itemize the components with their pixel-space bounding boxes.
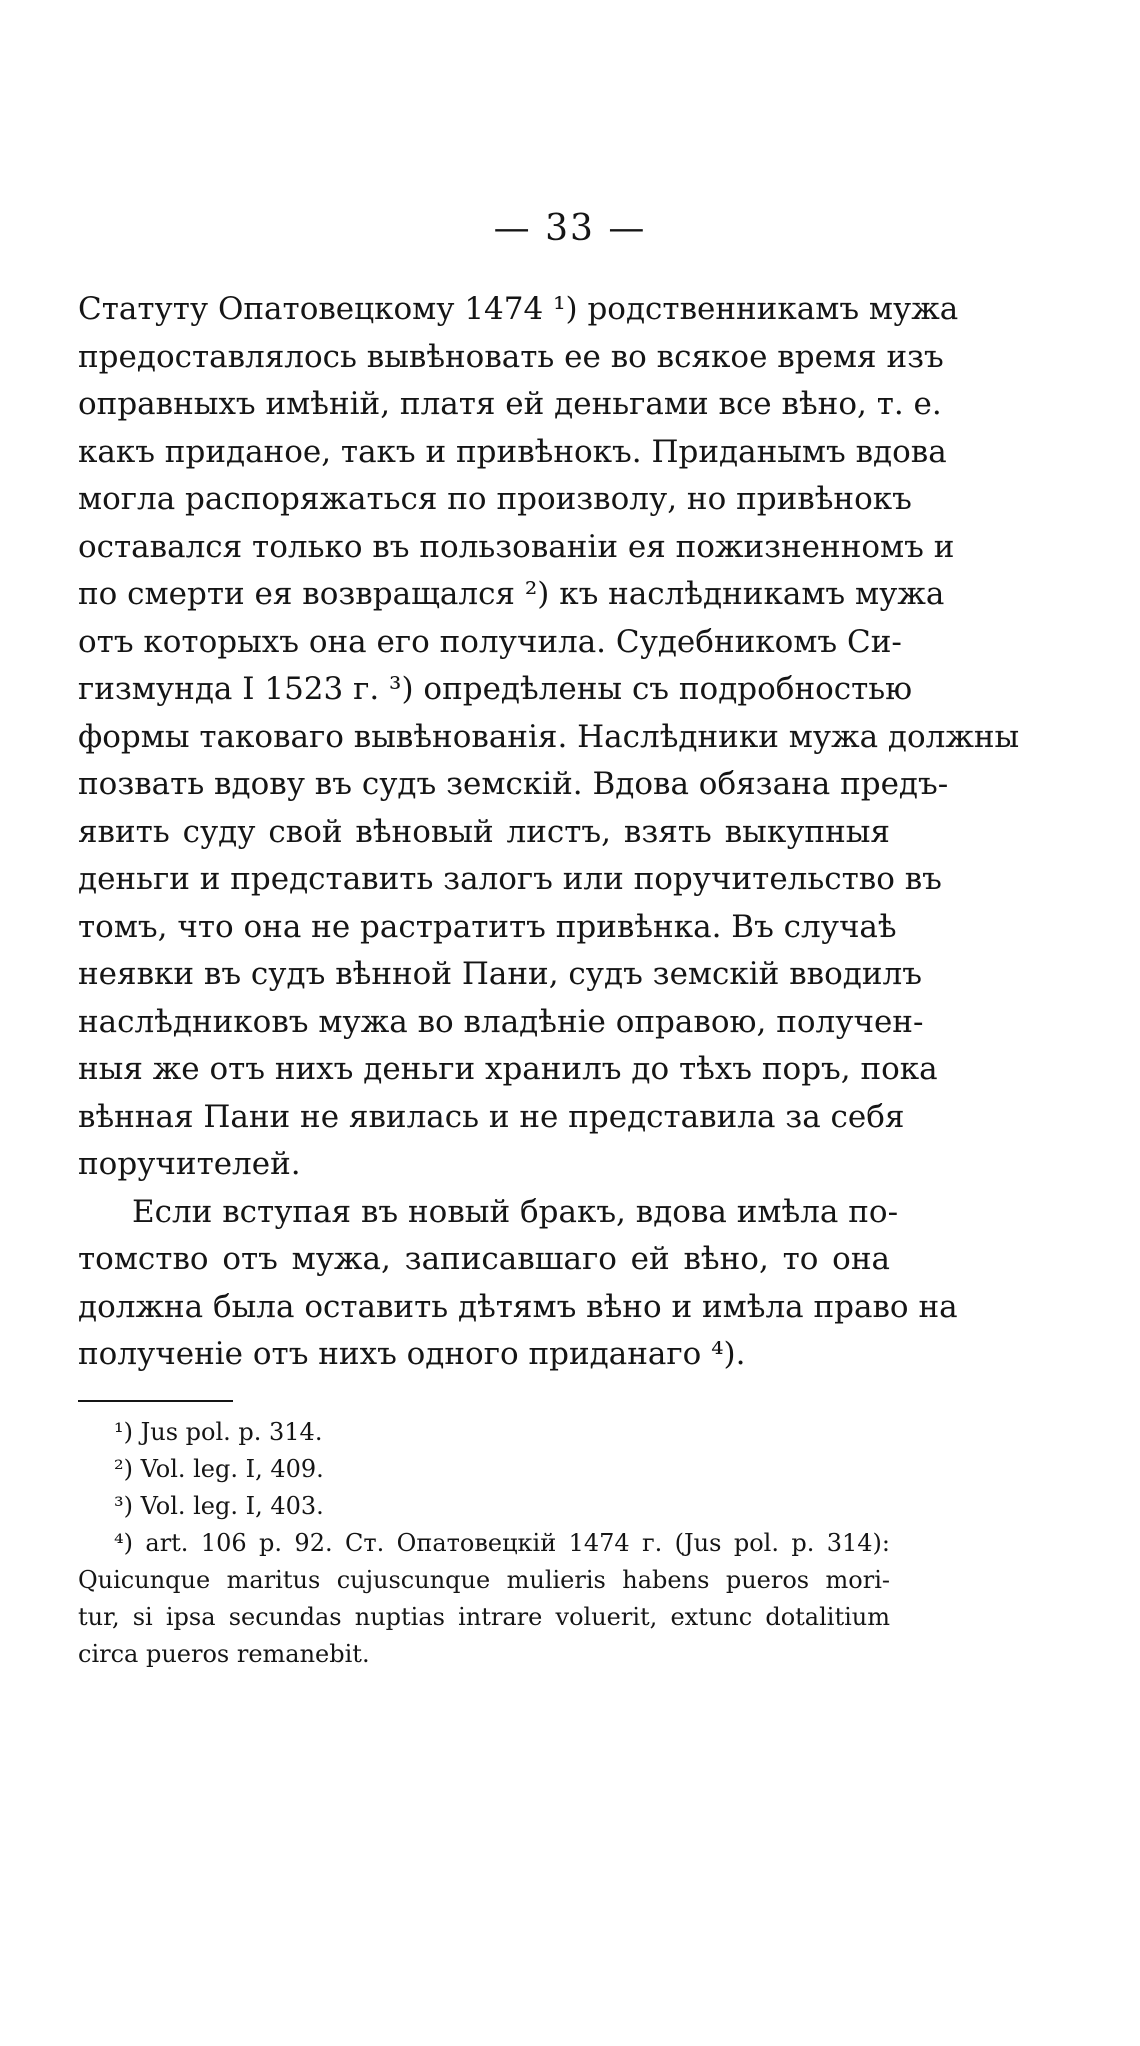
text-line: позвать вдову въ судъ земскій. Вдова обязана предъ- (78, 766, 949, 802)
footnote-divider (78, 1400, 233, 1402)
text-line: Статуту Опатовецкому 1474 ¹) родственникамъ мужа (78, 291, 959, 327)
footnote-continuation: tur, si ipsa secundas nuptias intrare voluerit, extunc dotalitium (78, 1603, 890, 1631)
text-line: по смерти ея возвращался ²) къ наслѣдникамъ мужа (78, 576, 945, 612)
text-line: отъ которыхъ она его получила. Судебникомъ Си- (78, 623, 902, 660)
footnote-continuation: Quicunque maritus cujuscunque mulieris habens pueros mori- (78, 1566, 890, 1594)
text-line: поручителей. (78, 1146, 301, 1182)
text-line: томъ, что она не растратитъ привѣнка. Въ случаѣ (78, 908, 897, 945)
text-line: деньги и представить залогъ или поручительство въ (78, 861, 942, 897)
main-text (78, 286, 1020, 1379)
text-line: формы таковаго вывѣнованія. Наслѣдники мужа должны (78, 718, 1020, 755)
text-line: должна была оставить дѣтямъ вѣно и имѣла право на (78, 1288, 958, 1325)
text-line: вѣнная Пани не явилась и не представила за себя (78, 1098, 905, 1135)
text-line: Если вступая въ новый бракъ, вдова имѣла по- (132, 1193, 899, 1230)
footnote: ⁴) art. 106 p. 92. Ст. Опатовецкій 1474 г. (Jus pol. p. 314): (114, 1529, 890, 1557)
text-line: наслѣдниковъ мужа во владѣніе оправою, получен- (78, 1003, 924, 1040)
footnote-continuation: circa pueros remanebit. (78, 1640, 370, 1668)
footnote: ²) Vol. leg. I, 409. (114, 1455, 324, 1483)
text-line: оправныхъ имѣній, платя ей деньгами все вѣно, т. е. (78, 386, 942, 422)
text-line: гизмунда I 1523 г. ³) опредѣлены съ подробностью (78, 671, 913, 707)
text-line: полученіе отъ нихъ одного приданаго ⁴). (78, 1336, 746, 1372)
text-line: предоставлялось вывѣновать ее во всякое время изъ (78, 338, 944, 375)
text-line: какъ приданое, такъ и привѣнокъ. Приданымъ вдова (78, 433, 947, 470)
text-line: ныя же отъ нихъ деньги хранилъ до тѣхъ поръ, пока (78, 1051, 938, 1087)
footnote: ¹) Jus pol. p. 314. (114, 1418, 323, 1446)
text-line: томство отъ мужа, записавшаго ей вѣно, то она (78, 1241, 890, 1277)
text-line: явить суду свой вѣновый листъ, взять выкупныя (78, 813, 890, 850)
text-line: оставался только въ пользованіи ея пожизненномъ и (78, 528, 955, 565)
text-line: могла распоряжаться по произволу, но привѣнокъ (78, 481, 912, 517)
footnotes (78, 1414, 890, 1673)
page-number: — 33 — (493, 208, 647, 249)
footnote: ³) Vol. leg. I, 403. (114, 1492, 324, 1520)
text-line: неявки въ судъ вѣнной Пани, судъ земскій вводилъ (78, 956, 922, 992)
